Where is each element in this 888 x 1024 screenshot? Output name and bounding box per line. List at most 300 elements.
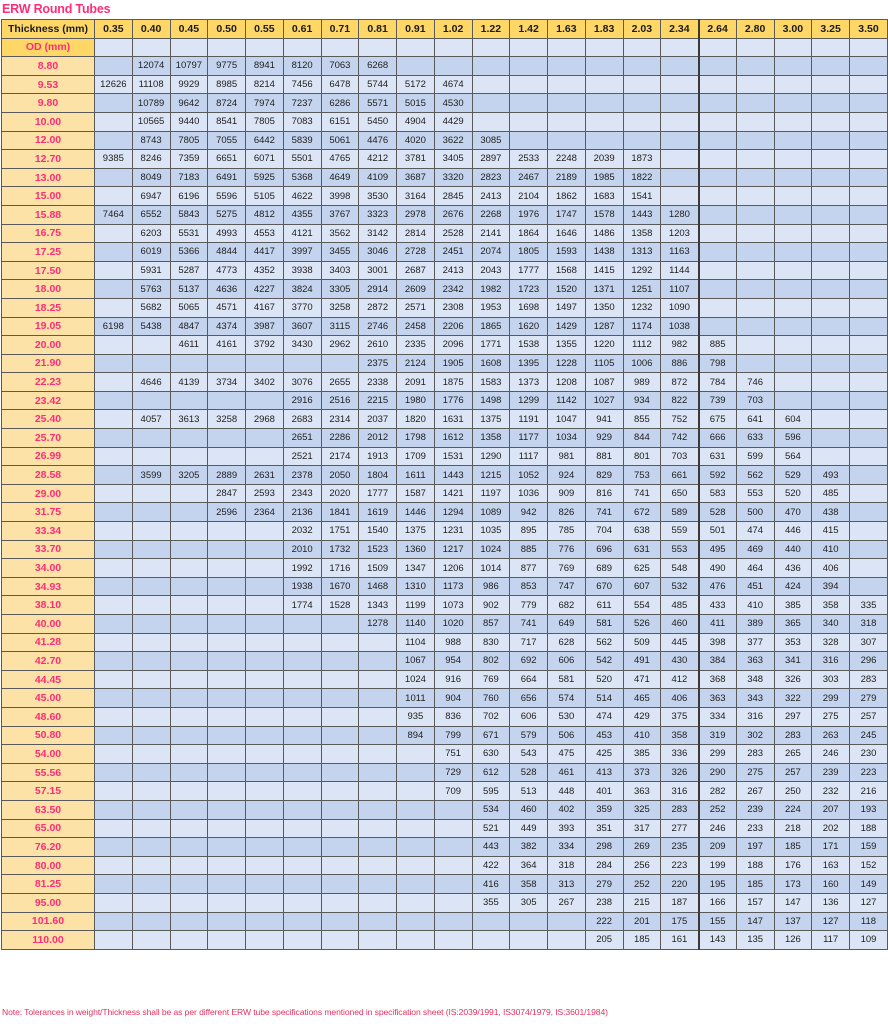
weight-cell xyxy=(283,800,321,819)
empty-cell xyxy=(283,38,321,57)
weight-cell xyxy=(850,466,888,485)
weight-cell: 1443 xyxy=(623,205,661,224)
weight-cell xyxy=(359,745,397,764)
weight-cell xyxy=(623,75,661,94)
thickness-col-header: 0.40 xyxy=(132,20,170,39)
weight-cell xyxy=(548,57,586,76)
weight-cell xyxy=(246,540,284,559)
weight-cell xyxy=(812,243,850,262)
weight-cell: 283 xyxy=(774,726,812,745)
weight-cell xyxy=(434,912,472,931)
table-row xyxy=(2,875,888,894)
weight-cell xyxy=(661,57,699,76)
weight-cell xyxy=(208,522,246,541)
weight-cell: 3115 xyxy=(321,317,359,336)
weight-cell: 4161 xyxy=(208,336,246,355)
weight-cell: 692 xyxy=(510,652,548,671)
weight-cell: 3734 xyxy=(208,373,246,392)
weight-cell: 741 xyxy=(510,615,548,634)
weight-cell xyxy=(774,298,812,317)
weight-cell: 1716 xyxy=(321,559,359,578)
weight-cell: 746 xyxy=(736,373,774,392)
od-value: 31.75 xyxy=(2,503,95,522)
empty-cell xyxy=(132,38,170,57)
weight-cell xyxy=(736,75,774,94)
thickness-col-header: 0.71 xyxy=(321,20,359,39)
weight-cell: 137 xyxy=(774,912,812,931)
weight-cell: 485 xyxy=(812,484,850,503)
weight-cell xyxy=(774,187,812,206)
weight-cell: 358 xyxy=(510,875,548,894)
weight-cell: 6947 xyxy=(132,187,170,206)
weight-cell: 853 xyxy=(510,577,548,596)
weight-cell: 1112 xyxy=(623,336,661,355)
od-value: 38.10 xyxy=(2,596,95,615)
weight-cell: 149 xyxy=(850,875,888,894)
weight-cell: 1953 xyxy=(472,298,510,317)
weight-cell: 202 xyxy=(812,819,850,838)
table-row xyxy=(2,243,888,262)
weight-cell xyxy=(246,800,284,819)
weight-cell: 3792 xyxy=(246,336,284,355)
weight-cell: 469 xyxy=(736,540,774,559)
weight-cell: 1531 xyxy=(434,447,472,466)
weight-cell: 641 xyxy=(736,410,774,429)
weight-cell: 1865 xyxy=(472,317,510,336)
weight-cell xyxy=(359,893,397,912)
table-row xyxy=(2,633,888,652)
weight-cell: 877 xyxy=(510,559,548,578)
weight-cell: 7083 xyxy=(283,112,321,131)
weight-cell: 1747 xyxy=(548,205,586,224)
weight-cell: 3403 xyxy=(321,261,359,280)
weight-cell: 445 xyxy=(661,633,699,652)
weight-cell: 188 xyxy=(850,819,888,838)
weight-cell xyxy=(283,652,321,671)
weight-cell xyxy=(94,559,132,578)
weight-cell: 1373 xyxy=(510,373,548,392)
weight-cell xyxy=(132,800,170,819)
weight-cell xyxy=(208,782,246,801)
weight-cell xyxy=(850,447,888,466)
weight-cell xyxy=(132,615,170,634)
weight-cell: 596 xyxy=(774,429,812,448)
weight-cell xyxy=(850,243,888,262)
weight-cell xyxy=(246,429,284,448)
weight-cell xyxy=(321,689,359,708)
weight-cell xyxy=(434,931,472,950)
weight-cell xyxy=(170,596,208,615)
weight-cell xyxy=(246,522,284,541)
weight-cell: 5137 xyxy=(170,280,208,299)
weight-cell: 2968 xyxy=(246,410,284,429)
weight-cell: 173 xyxy=(774,875,812,894)
weight-cell: 2364 xyxy=(246,503,284,522)
weight-cell xyxy=(208,540,246,559)
weight-cell: 265 xyxy=(774,745,812,764)
weight-cell: 12626 xyxy=(94,75,132,94)
weight-cell: 2823 xyxy=(472,168,510,187)
weight-cell: 1538 xyxy=(510,336,548,355)
weight-cell xyxy=(170,540,208,559)
weight-cell: 702 xyxy=(472,707,510,726)
weight-cell xyxy=(736,187,774,206)
weight-cell: 1027 xyxy=(585,391,623,410)
weight-cell: 633 xyxy=(736,429,774,448)
weight-cell: 1347 xyxy=(397,559,435,578)
weight-cell xyxy=(812,57,850,76)
weight-cell xyxy=(94,670,132,689)
weight-cell xyxy=(170,429,208,448)
weight-cell: 1197 xyxy=(472,484,510,503)
weight-cell xyxy=(850,429,888,448)
weight-cell: 326 xyxy=(774,670,812,689)
weight-cell: 2124 xyxy=(397,354,435,373)
weight-cell: 1206 xyxy=(434,559,472,578)
table-row xyxy=(2,391,888,410)
weight-cell: 216 xyxy=(850,782,888,801)
weight-cell: 1541 xyxy=(623,187,661,206)
weight-cell: 1873 xyxy=(623,150,661,169)
weight-cell: 779 xyxy=(510,596,548,615)
weight-cell xyxy=(170,745,208,764)
weight-cell: 829 xyxy=(585,466,623,485)
table-row xyxy=(2,670,888,689)
weight-cell: 1777 xyxy=(510,261,548,280)
weight-cell: 416 xyxy=(472,875,510,894)
weight-cell: 410 xyxy=(812,540,850,559)
weight-cell: 4530 xyxy=(434,94,472,113)
weight-cell xyxy=(132,522,170,541)
weight-cell: 501 xyxy=(699,522,737,541)
weight-cell: 411 xyxy=(699,615,737,634)
weight-cell xyxy=(321,782,359,801)
table-row xyxy=(2,726,888,745)
weight-cell xyxy=(94,354,132,373)
weight-cell: 422 xyxy=(472,856,510,875)
weight-cell: 1631 xyxy=(434,410,472,429)
od-value: 18.25 xyxy=(2,298,95,317)
weight-cell xyxy=(283,856,321,875)
weight-cell xyxy=(208,652,246,671)
weight-cell: 2308 xyxy=(434,298,472,317)
empty-cell xyxy=(585,38,623,57)
od-value: 65.00 xyxy=(2,819,95,838)
weight-cell: 7805 xyxy=(170,131,208,150)
weight-cell xyxy=(548,131,586,150)
weight-cell xyxy=(472,75,510,94)
weight-cell: 3770 xyxy=(283,298,321,317)
weight-cell xyxy=(170,819,208,838)
weight-cell xyxy=(283,782,321,801)
weight-cell xyxy=(510,912,548,931)
weight-cell: 1142 xyxy=(548,391,586,410)
weight-cell: 1486 xyxy=(585,224,623,243)
weight-cell: 6286 xyxy=(321,94,359,113)
weight-cell xyxy=(246,893,284,912)
weight-cell xyxy=(812,112,850,131)
weight-cell xyxy=(359,670,397,689)
weight-cell: 238 xyxy=(585,893,623,912)
weight-cell: 401 xyxy=(585,782,623,801)
thickness-col-header: 1.63 xyxy=(548,20,586,39)
weight-cell: 562 xyxy=(736,466,774,485)
weight-cell: 1468 xyxy=(359,577,397,596)
weight-cell: 532 xyxy=(661,577,699,596)
weight-cell: 729 xyxy=(434,763,472,782)
weight-cell: 1611 xyxy=(397,466,435,485)
weight-cell xyxy=(283,931,321,950)
weight-cell: 1287 xyxy=(585,317,623,336)
weight-cell xyxy=(472,112,510,131)
weight-cell xyxy=(283,875,321,894)
weight-cell xyxy=(812,410,850,429)
weight-cell xyxy=(321,707,359,726)
weight-cell: 895 xyxy=(510,522,548,541)
weight-cell xyxy=(208,875,246,894)
od-value: 25.40 xyxy=(2,410,95,429)
table-row xyxy=(2,689,888,708)
weight-cell: 245 xyxy=(850,726,888,745)
weight-cell xyxy=(359,763,397,782)
weight-cell: 2610 xyxy=(359,336,397,355)
weight-cell: 12074 xyxy=(132,57,170,76)
empty-cell xyxy=(434,38,472,57)
weight-cell: 3076 xyxy=(283,373,321,392)
weight-cell xyxy=(699,168,737,187)
weight-cell: 982 xyxy=(661,336,699,355)
weight-cell: 3938 xyxy=(283,261,321,280)
weight-cell: 4844 xyxy=(208,243,246,262)
weight-cell: 3599 xyxy=(132,466,170,485)
weight-cell: 2687 xyxy=(397,261,435,280)
weight-cell: 2091 xyxy=(397,373,435,392)
weight-cell xyxy=(359,782,397,801)
weight-cell: 5366 xyxy=(170,243,208,262)
weight-cell: 1104 xyxy=(397,633,435,652)
weight-cell xyxy=(283,354,321,373)
weight-cell: 412 xyxy=(661,670,699,689)
weight-cell: 316 xyxy=(736,707,774,726)
weight-cell: 490 xyxy=(699,559,737,578)
weight-cell: 282 xyxy=(699,782,737,801)
weight-cell: 530 xyxy=(548,707,586,726)
weight-cell xyxy=(661,94,699,113)
weight-cell: 175 xyxy=(661,912,699,931)
weight-cell xyxy=(812,261,850,280)
weight-cell: 3258 xyxy=(321,298,359,317)
od-value: 76.20 xyxy=(2,838,95,857)
weight-cell xyxy=(170,689,208,708)
weight-cell: 8941 xyxy=(246,57,284,76)
weight-cell xyxy=(170,354,208,373)
thickness-col-header: 0.81 xyxy=(359,20,397,39)
weight-cell: 2683 xyxy=(283,410,321,429)
weight-cell xyxy=(246,391,284,410)
weight-cell: 5368 xyxy=(283,168,321,187)
weight-cell xyxy=(397,893,435,912)
weight-cell xyxy=(699,317,737,336)
weight-cell: 1343 xyxy=(359,596,397,615)
weight-cell: 2136 xyxy=(283,503,321,522)
od-value: 10.00 xyxy=(2,112,95,131)
weight-cell xyxy=(850,168,888,187)
weight-cell xyxy=(208,670,246,689)
weight-cell: 2141 xyxy=(472,224,510,243)
weight-cell: 776 xyxy=(548,540,586,559)
weight-cell xyxy=(359,689,397,708)
weight-cell: 185 xyxy=(736,875,774,894)
weight-cell: 2746 xyxy=(359,317,397,336)
weight-cell xyxy=(850,373,888,392)
weight-cell: 521 xyxy=(472,819,510,838)
weight-cell: 317 xyxy=(623,819,661,838)
weight-cell xyxy=(94,912,132,931)
weight-cell: 606 xyxy=(548,652,586,671)
od-value: 17.50 xyxy=(2,261,95,280)
weight-cell xyxy=(850,336,888,355)
weight-cell: 394 xyxy=(812,577,850,596)
weight-cell xyxy=(283,893,321,912)
weight-cell: 1804 xyxy=(359,466,397,485)
weight-cell: 127 xyxy=(812,912,850,931)
weight-cell: 704 xyxy=(585,522,623,541)
weight-cell xyxy=(94,466,132,485)
weight-cell: 798 xyxy=(699,354,737,373)
weight-cell: 9440 xyxy=(170,112,208,131)
od-value: 33.70 xyxy=(2,540,95,559)
weight-cell xyxy=(321,931,359,950)
empty-cell xyxy=(359,38,397,57)
weight-cell xyxy=(94,131,132,150)
weight-cell xyxy=(397,763,435,782)
weight-cell xyxy=(661,131,699,150)
weight-cell: 801 xyxy=(623,447,661,466)
weight-cell: 717 xyxy=(510,633,548,652)
weight-cell: 136 xyxy=(812,893,850,912)
weight-cell xyxy=(132,689,170,708)
weight-cell: 429 xyxy=(623,707,661,726)
weight-cell: 2215 xyxy=(359,391,397,410)
weight-cell: 279 xyxy=(850,689,888,708)
weight-cell xyxy=(132,577,170,596)
weight-cell xyxy=(246,745,284,764)
weight-cell: 1523 xyxy=(359,540,397,559)
weight-cell xyxy=(699,243,737,262)
weight-cell xyxy=(170,707,208,726)
weight-cell xyxy=(321,838,359,857)
table-row xyxy=(2,410,888,429)
weight-cell: 2010 xyxy=(283,540,321,559)
weight-cell xyxy=(94,112,132,131)
weight-cell: 410 xyxy=(736,596,774,615)
weight-cell: 513 xyxy=(510,782,548,801)
empty-cell xyxy=(208,38,246,57)
weight-cell: 4611 xyxy=(170,336,208,355)
weight-cell: 1087 xyxy=(585,373,623,392)
weight-cell: 3987 xyxy=(246,317,284,336)
weight-cell: 1360 xyxy=(397,540,435,559)
weight-cell: 2413 xyxy=(434,261,472,280)
weight-cell xyxy=(434,800,472,819)
weight-cell: 1875 xyxy=(434,373,472,392)
weight-cell: 4993 xyxy=(208,224,246,243)
table-row xyxy=(2,298,888,317)
weight-cell: 161 xyxy=(661,931,699,950)
weight-cell: 986 xyxy=(472,577,510,596)
weight-cell xyxy=(397,838,435,857)
weight-cell: 205 xyxy=(585,931,623,950)
weight-cell: 436 xyxy=(774,559,812,578)
weight-cell xyxy=(736,317,774,336)
weight-cell xyxy=(132,633,170,652)
weight-cell: 2609 xyxy=(397,280,435,299)
weight-cell: 548 xyxy=(661,559,699,578)
weight-cell xyxy=(850,522,888,541)
weight-cell xyxy=(736,168,774,187)
od-value: 81.25 xyxy=(2,875,95,894)
weight-cell xyxy=(736,205,774,224)
weight-cell: 220 xyxy=(661,875,699,894)
weight-cell: 9385 xyxy=(94,150,132,169)
weight-cell: 526 xyxy=(623,615,661,634)
od-value: 29.00 xyxy=(2,484,95,503)
weight-cell: 2728 xyxy=(397,243,435,262)
weight-cell: 250 xyxy=(774,782,812,801)
erw-round-tubes-table xyxy=(1,19,888,950)
weight-cell: 1208 xyxy=(548,373,586,392)
weight-cell: 1299 xyxy=(510,391,548,410)
weight-cell: 4649 xyxy=(321,168,359,187)
weight-cell: 1292 xyxy=(623,261,661,280)
weight-cell xyxy=(850,150,888,169)
weight-cell: 703 xyxy=(661,447,699,466)
weight-cell: 1723 xyxy=(510,280,548,299)
thickness-col-header: 2.64 xyxy=(699,20,737,39)
weight-cell xyxy=(208,763,246,782)
weight-cell xyxy=(736,94,774,113)
table-row xyxy=(2,317,888,336)
weight-cell: 1732 xyxy=(321,540,359,559)
weight-cell: 2206 xyxy=(434,317,472,336)
weight-cell: 3430 xyxy=(283,336,321,355)
weight-cell: 375 xyxy=(661,707,699,726)
weight-cell xyxy=(359,875,397,894)
weight-cell: 252 xyxy=(623,875,661,894)
weight-cell: 924 xyxy=(548,466,586,485)
weight-cell xyxy=(359,633,397,652)
table-row xyxy=(2,187,888,206)
table-row xyxy=(2,429,888,448)
weight-cell xyxy=(132,429,170,448)
od-value: 54.00 xyxy=(2,745,95,764)
weight-cell xyxy=(850,317,888,336)
weight-cell: 520 xyxy=(774,484,812,503)
weight-cell: 425 xyxy=(585,745,623,764)
weight-cell xyxy=(623,131,661,150)
weight-cell xyxy=(850,410,888,429)
weight-cell xyxy=(774,243,812,262)
weight-cell: 325 xyxy=(623,800,661,819)
weight-cell xyxy=(94,243,132,262)
weight-cell: 7805 xyxy=(246,112,284,131)
weight-cell xyxy=(94,94,132,113)
weight-cell xyxy=(283,726,321,745)
weight-cell: 365 xyxy=(774,615,812,634)
weight-cell: 760 xyxy=(472,689,510,708)
weight-cell: 1144 xyxy=(661,261,699,280)
weight-cell xyxy=(321,633,359,652)
